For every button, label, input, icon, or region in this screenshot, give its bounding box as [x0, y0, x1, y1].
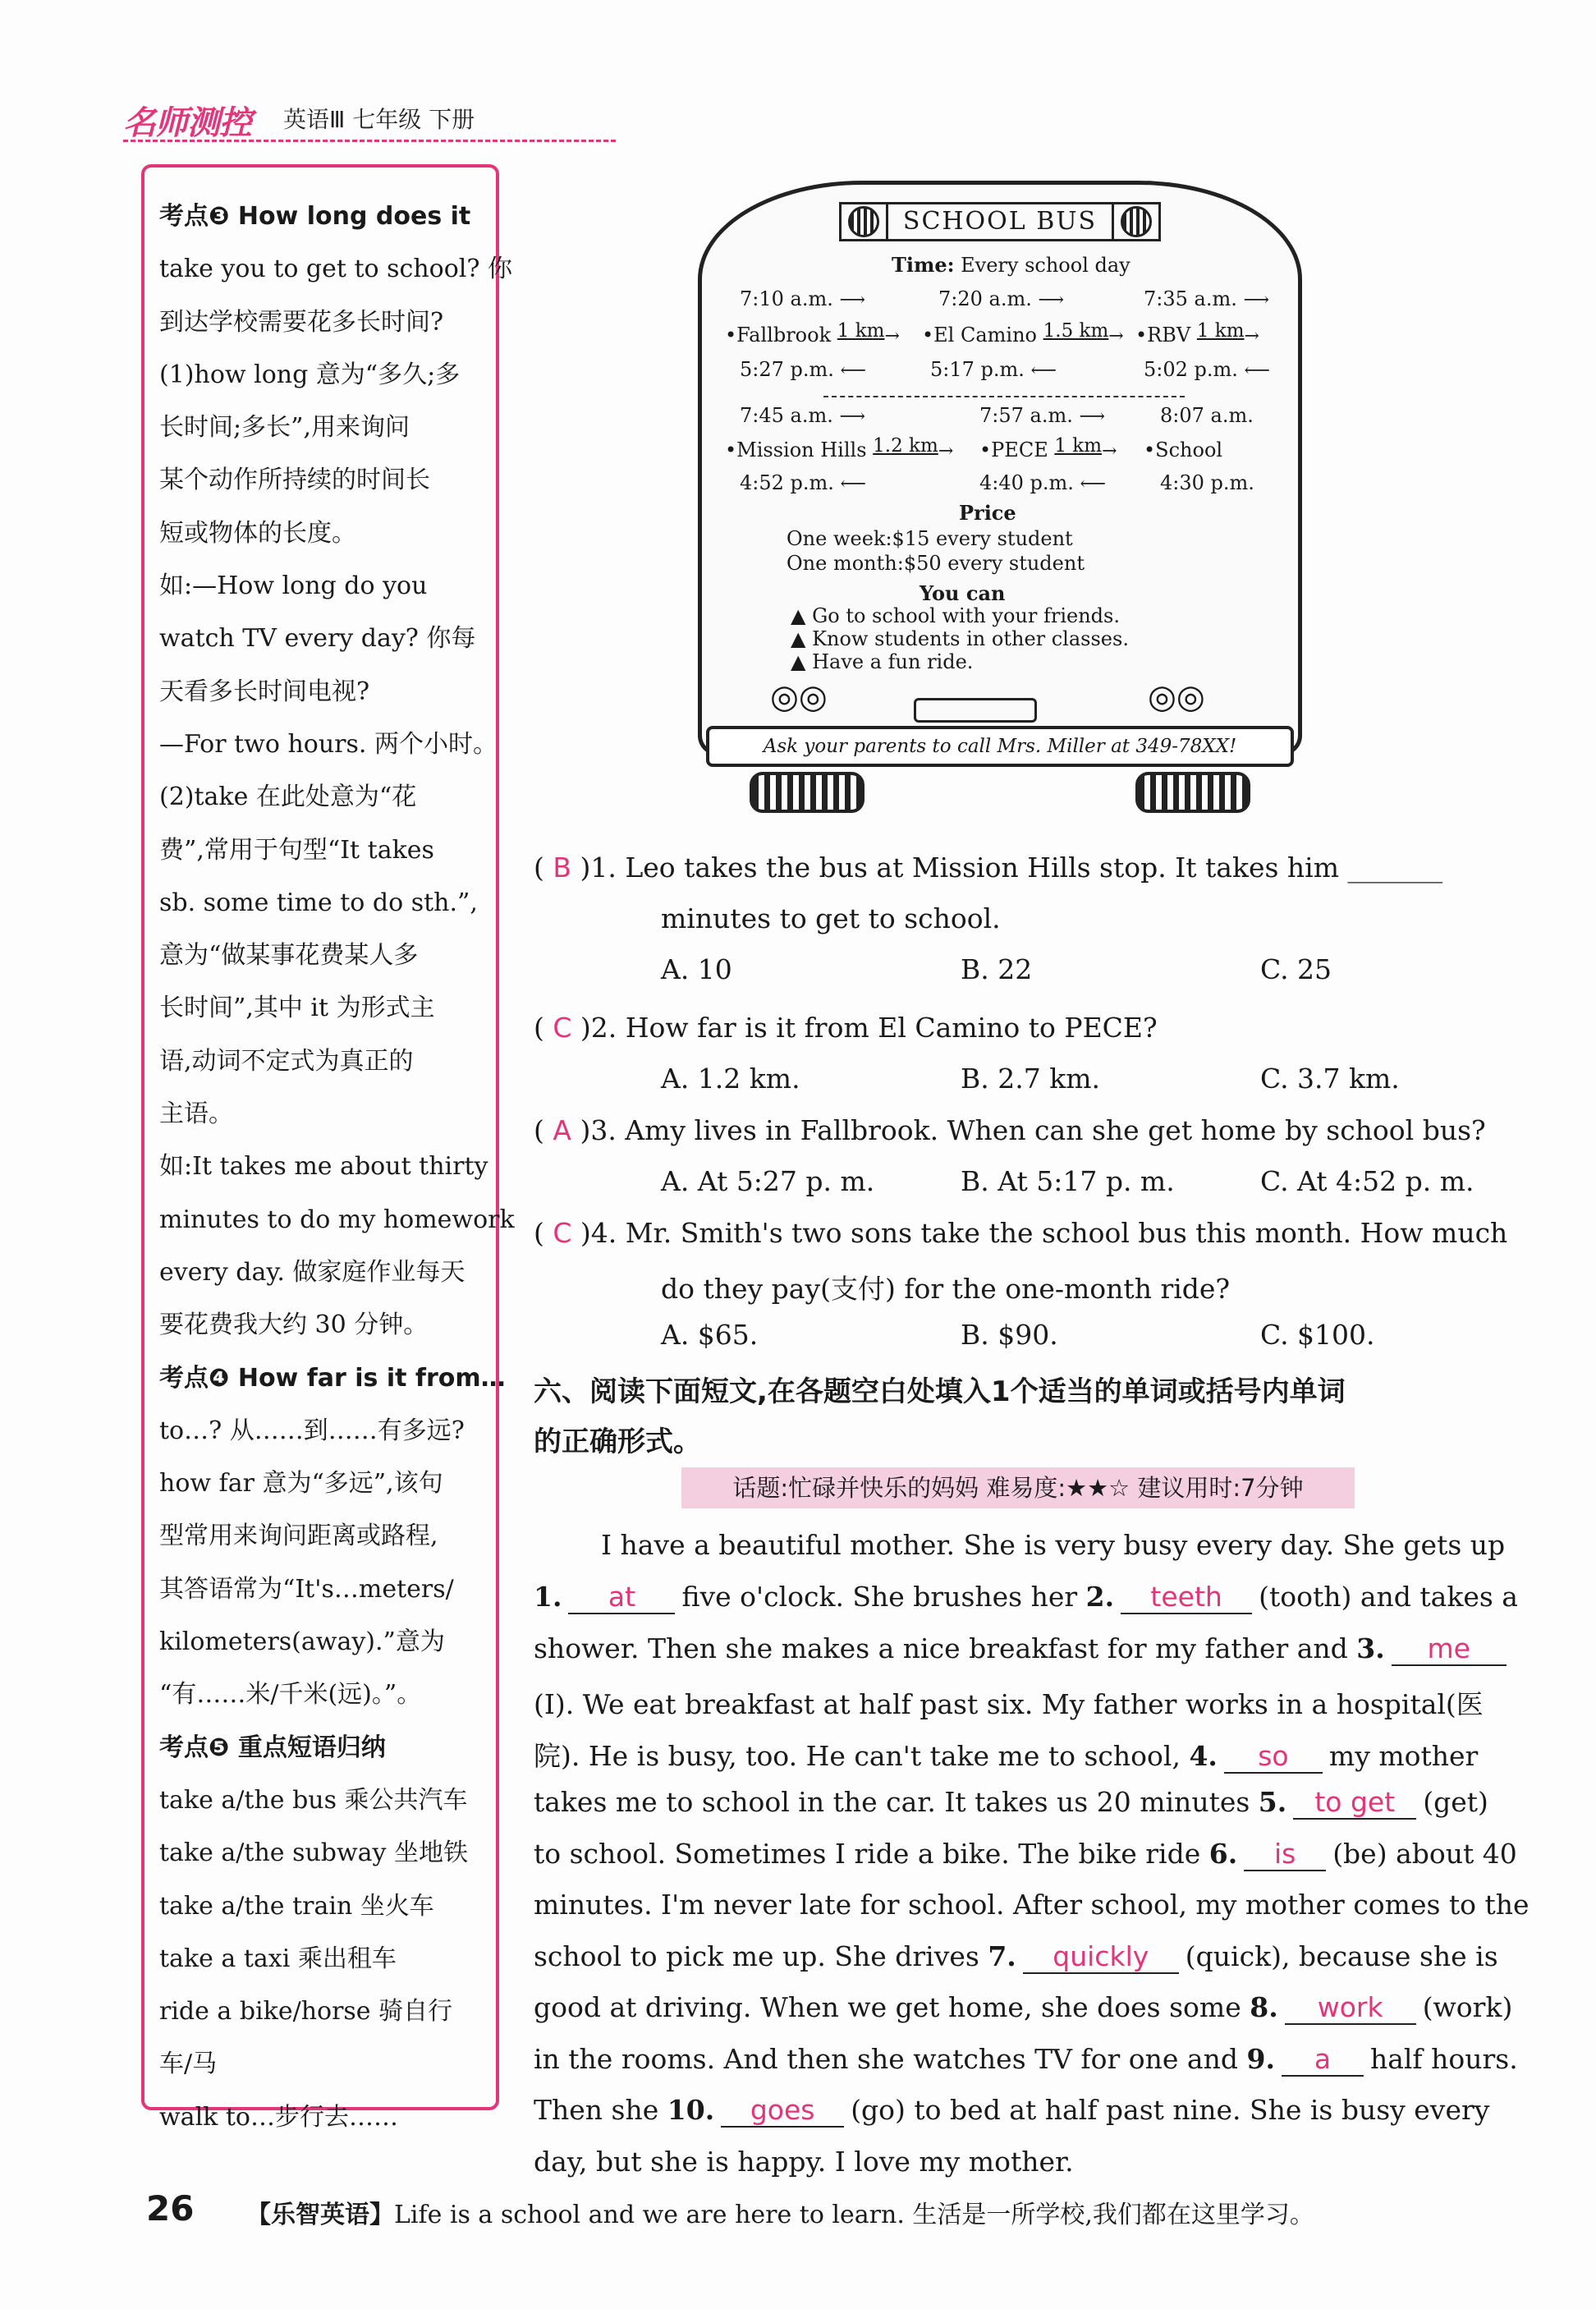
answer-mark: C: [553, 1217, 572, 1249]
passage-text: 院). He is busy, too. He can't take me to school,: [534, 1740, 1181, 1772]
passage-text: my mother: [1328, 1740, 1479, 1772]
passage-text: five o'clock. She brushes her: [681, 1581, 1078, 1613]
option: B. At 5:17 p. m.: [961, 1165, 1175, 1197]
wheel-icon: [750, 772, 864, 813]
brand-logo: 名师测控: [123, 104, 251, 142]
row2-stop: •School: [1144, 438, 1223, 461]
sidebar-line: take a/the train 坐火车: [159, 1891, 434, 1921]
option: C. $100.: [1260, 1319, 1375, 1351]
row2-time-pm: 4:30 p.m.: [1160, 471, 1254, 494]
fill-blank-answer: work: [1285, 1991, 1416, 2025]
option: A. At 5:27 p. m.: [661, 1165, 875, 1197]
sidebar-line: 其答语常为“It's…meters/: [159, 1574, 454, 1604]
bus-light-icon: ◎◎: [770, 678, 828, 716]
blank-number: 7.: [988, 1940, 1016, 1972]
row2-stop: •PECE 1 km→: [979, 435, 1117, 461]
sidebar-line: 意为“做某事花费某人多: [159, 941, 419, 971]
row1-time-am: 7:35 a.m. ⟶: [1144, 287, 1270, 310]
row2-stop: •Mission Hills 1.2 km→: [725, 435, 954, 461]
option: A. $65.: [661, 1319, 759, 1351]
sidebar-line: 要花费我大约 30 分钟。: [159, 1311, 429, 1340]
passage-text: (go) to bed at half past nine. She is busy every: [851, 2094, 1490, 2126]
row2-time-am: 8:07 a.m.: [1160, 404, 1254, 427]
question-stem: ( B )1. Leo takes the bus at Mission Hills stop. It takes him _______: [534, 852, 1442, 884]
option: B. 2.7 km.: [961, 1063, 1100, 1095]
sidebar-line: 语,动词不定式为真正的: [159, 1046, 414, 1076]
bus-header: [839, 202, 1161, 241]
fill-blank-answer: teeth: [1121, 1581, 1252, 1614]
sidebar-line: 考点❹ How far is it from…: [159, 1363, 506, 1393]
sidebar-line: 费”,常用于句型“It takes: [159, 835, 434, 865]
question-text: 3. Amy lives in Fallbrook. When can she get home by school bus?: [590, 1114, 1486, 1146]
passage-text: takes me to school in the car. It takes us 20 minutes: [534, 1786, 1250, 1818]
row2-time-pm: 4:40 p.m. ⟵: [979, 471, 1107, 494]
question-text: 4. Mr. Smith's two sons take the school bus this month. How much: [590, 1217, 1508, 1249]
row1-stop: •RBV 1 km→: [1135, 320, 1259, 347]
blank-number: 10.: [667, 2094, 715, 2126]
question-text: 1. Leo takes the bus at Mission Hills stop. It takes him _______: [590, 852, 1442, 884]
passage-line: [534, 1632, 1513, 1666]
blank-number: 3.: [1356, 1632, 1385, 1664]
you-can-item: ▲ Know students in other classes.: [791, 627, 1129, 650]
sidebar-line: (2)take 在此处意为“花: [159, 783, 417, 812]
passage-line: [534, 2043, 1518, 2077]
bus-divider: [823, 396, 1185, 397]
sidebar-line: take a taxi 乘出租车: [159, 1944, 397, 1973]
section-title-cont: 的正确形式。: [534, 1425, 701, 1458]
passage-text: good at driving. When we get home, she does some: [534, 1991, 1241, 2023]
sidebar-line: walk to…步行去……: [159, 2102, 398, 2132]
sidebar-line: to…? 从……到……有多远?: [159, 1416, 465, 1445]
passage-line: [534, 2146, 1074, 2178]
you-can-label: You can: [920, 581, 1006, 605]
option: C. 25: [1260, 953, 1332, 985]
price-week: One week:$15 every student: [787, 527, 1073, 550]
sidebar-line: take you to get to school? 你: [159, 255, 512, 284]
answer-mark: A: [553, 1114, 571, 1146]
price-month: One month:$50 every student: [787, 552, 1085, 575]
passage-text: school to pick me up. She drives: [534, 1940, 979, 1972]
price-label: Price: [959, 501, 1016, 525]
passage-text: to school. Sometimes I ride a bike. The bike ride: [534, 1838, 1201, 1870]
section-title: 六、阅读下面短文,在各题空白处填入1个适当的单词或括号内单词: [534, 1375, 1346, 1408]
passage-line: [534, 1581, 1518, 1614]
topic-banner: 话题:忙碌并快乐的妈妈 难易度:★★☆ 建议用时:7分钟: [681, 1467, 1355, 1508]
passage-text: I have a beautiful mother. She is very busy every day. She gets up: [601, 1529, 1506, 1561]
wheel-icon: [1135, 772, 1250, 813]
row2-time-pm: 4:52 p.m. ⟵: [740, 471, 867, 494]
fill-blank-answer: is: [1244, 1838, 1326, 1871]
sidebar-line: (1)how long 意为“多久;多: [159, 360, 461, 389]
passage-text: minutes. I'm never late for school. After school, my mother comes to the: [534, 1889, 1530, 1921]
fill-blank-answer: to get: [1293, 1786, 1416, 1820]
option: B. $90.: [961, 1319, 1058, 1351]
time-value: Every school day: [961, 254, 1130, 277]
headlight-icon: [1121, 206, 1152, 237]
sidebar-line: 考点❺ 重点短语归纳: [159, 1733, 386, 1762]
passage-text: shower. Then she makes a nice breakfast for my father and: [534, 1632, 1348, 1664]
time-label: Time:: [892, 253, 955, 277]
passage-line: [534, 1683, 1484, 1722]
you-can-item: ▲ Go to school with your friends.: [791, 604, 1120, 627]
you-can-item: ▲ Have a fun ride.: [791, 650, 974, 673]
bus-time: [892, 253, 1130, 277]
sidebar-line: 长时间;多长”,用来询问: [159, 413, 410, 443]
blank-number: 2.: [1085, 1581, 1115, 1613]
sidebar-line: sb. some time to do sth.”,: [159, 888, 478, 917]
question-stem: ( A )3. Amy lives in Fallbrook. When can she get home by school bus?: [534, 1114, 1486, 1146]
blank-number: 5.: [1258, 1786, 1287, 1818]
row1-time-pm: 5:02 p.m. ⟵: [1144, 358, 1271, 381]
blank-number: 4.: [1189, 1740, 1218, 1772]
passage-text: (be) about 40: [1332, 1838, 1517, 1870]
sidebar-line: 如:—How long do you: [159, 572, 428, 601]
sidebar-line: 某个动作所持续的时间长: [159, 466, 430, 495]
answer-mark: B: [553, 852, 572, 884]
passage-line: [601, 1529, 1505, 1561]
blank-number: 8.: [1250, 1991, 1278, 2023]
row2-time-am: 7:45 a.m. ⟶: [740, 404, 866, 427]
option: B. 22: [961, 953, 1033, 985]
footer-motto: [246, 2194, 1314, 2230]
sidebar-line: take a/the bus 乘公共汽车: [159, 1785, 468, 1815]
row1-time-pm: 5:27 p.m. ⟵: [740, 358, 867, 381]
subject-label: 英语Ⅲ 七年级 下册: [283, 106, 475, 133]
header-divider: [123, 140, 616, 142]
passage-text: (get): [1423, 1786, 1488, 1818]
sidebar-line: 长时间”,其中 it 为形式主: [159, 994, 435, 1023]
row1-stop: •El Camino 1.5 km→: [922, 320, 1124, 347]
sidebar-line: 天看多长时间电视?: [159, 677, 370, 706]
blank-number: 1.: [534, 1581, 562, 1613]
answer-mark: C: [553, 1012, 572, 1044]
option: A. 10: [661, 953, 732, 985]
sidebar-line: how far 意为“多远”,该句: [159, 1469, 443, 1499]
row1-time-pm: 5:17 p.m. ⟵: [930, 358, 1057, 381]
question-text-cont: minutes to get to school.: [661, 902, 1001, 934]
bus-light-icon: ◎◎: [1148, 678, 1205, 716]
passage-line: [534, 1786, 1488, 1820]
blank-number: 9.: [1246, 2043, 1275, 2075]
passage-text: (I). We eat breakfast at half past six. My father works in a hospital(医: [534, 1688, 1484, 1720]
option: A. 1.2 km.: [661, 1063, 800, 1095]
page-header: [123, 97, 616, 146]
row2-time-am: 7:57 a.m. ⟶: [979, 404, 1106, 427]
sidebar-line: every day. 做家庭作业每天: [159, 1257, 466, 1287]
fill-blank-answer: me: [1392, 1632, 1507, 1666]
passage-text: half hours.: [1369, 2043, 1518, 2075]
row1-time-am: 7:20 a.m. ⟶: [938, 287, 1065, 310]
passage-text: (work): [1422, 1991, 1513, 2023]
passage-line: [534, 1991, 1512, 2025]
fill-blank-answer: quickly: [1023, 1940, 1179, 1974]
option: C. At 4:52 p. m.: [1260, 1165, 1474, 1197]
passage-text: in the rooms. And then she watches TV for one and: [534, 2043, 1238, 2075]
fill-blank-answer: at: [568, 1581, 675, 1614]
fill-blank-answer: so: [1224, 1740, 1323, 1774]
sidebar-line: 如:It takes me about thirty: [159, 1152, 488, 1182]
fill-blank-answer: goes: [721, 2094, 844, 2128]
knowledge-sidebar: [141, 164, 515, 2132]
passage-line: [534, 1838, 1517, 1871]
passage-line: [534, 2094, 1489, 2128]
sidebar-line: 短或物体的长度。: [159, 518, 356, 548]
footer-brand: 【乐智英语】: [246, 2201, 394, 2229]
sidebar-line: kilometers(away).”意为: [159, 1627, 445, 1657]
passage-text: Then she: [534, 2094, 659, 2126]
sidebar-line: take a/the subway 坐地铁: [159, 1838, 469, 1868]
sidebar-line: “有……米/千米(远)。”。: [159, 1680, 422, 1710]
question-text: 2. How far is it from El Camino to PECE?: [590, 1012, 1158, 1044]
question-text-cont: do they pay(支付) for the one-month ride?: [661, 1273, 1231, 1305]
passage-line: [534, 1940, 1498, 1974]
sidebar-line: minutes to do my homework: [159, 1205, 515, 1234]
sidebar-line: watch TV every day? 你每: [159, 624, 476, 654]
passage-line: [534, 1735, 1478, 1774]
sidebar-line: 到达学校需要花多长时间?: [159, 307, 444, 337]
option: C. 3.7 km.: [1260, 1063, 1400, 1095]
sidebar-line: 型常用来询问距离或路程,: [159, 1522, 438, 1551]
sidebar-line: ride a bike/horse 骑自行: [159, 1997, 453, 2027]
school-bus-figure: [688, 164, 1312, 821]
question-stem: ( C )4. Mr. Smith's two sons take the school bus this month. How much: [534, 1217, 1508, 1249]
bus-note: Ask your parents to call Mrs. Miller at 349-78XX!: [706, 726, 1294, 767]
headlight-icon: [848, 206, 879, 237]
passage-text: (quick), because she is: [1185, 1940, 1498, 1972]
row1-time-am: 7:10 a.m. ⟶: [740, 287, 866, 310]
question-stem: ( C )2. How far is it from El Camino to PECE?: [534, 1012, 1158, 1044]
footer-motto-text: Life is a school and we are here to learn. 生活是一所学校,我们都在这里学习。: [394, 2201, 1314, 2229]
license-plate: [914, 698, 1037, 723]
sidebar-line: —For two hours. 两个小时。: [159, 729, 498, 759]
blank-number: 6.: [1208, 1838, 1238, 1870]
fill-blank-answer: a: [1282, 2043, 1364, 2077]
sidebar-line: 车/马: [159, 2050, 218, 2079]
passage-text: (tooth) and takes a: [1259, 1581, 1518, 1613]
page-number: 26: [146, 2188, 195, 2229]
sidebar-line: 考点❸ How long does it: [159, 202, 471, 231]
row1-stop: •Fallbrook 1 km→: [725, 320, 900, 347]
passage-line: [534, 1889, 1530, 1921]
bus-title: SCHOOL BUS: [886, 204, 1114, 239]
sidebar-line: 主语。: [159, 1099, 233, 1129]
passage-text: day, but she is happy. I love my mother.: [534, 2146, 1074, 2178]
